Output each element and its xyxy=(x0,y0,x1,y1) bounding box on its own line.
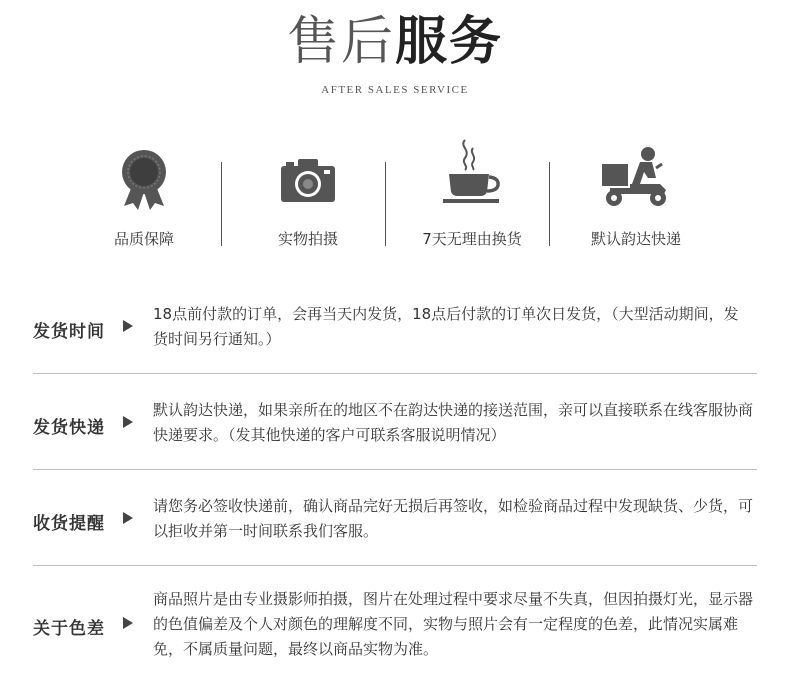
info-section-shipping-time xyxy=(33,298,757,368)
feature-quality xyxy=(64,148,224,258)
info-section-color xyxy=(33,585,757,670)
divider xyxy=(33,469,757,470)
arrow-right-icon xyxy=(123,512,133,524)
coffee-cup-icon xyxy=(437,136,507,206)
section-label: 发货时间 xyxy=(33,322,105,342)
divider xyxy=(33,565,757,566)
feature-label: 实物拍摄 xyxy=(277,230,338,248)
delivery-scooter-icon xyxy=(600,144,672,210)
title-light: 售后 xyxy=(286,12,395,72)
feature-label: 7天无理由换货 xyxy=(422,230,522,248)
camera-icon xyxy=(277,148,339,210)
arrow-right-icon xyxy=(123,320,133,332)
section-text: 默认韵达快递，如果亲所在的地区不在韵达快递的接送范围，亲可以直接联系在线客服协商快递要求。（发其他快递的客户可联系客服说明情况） xyxy=(153,401,754,444)
section-text: 商品照片是由专业摄影师拍摄，图片在处理过程中要求尽量不失真，但因拍摄灯光，显示器的色值偏差及个人对颜色的理解度不同，实物与照片会有一定程度的色差，此情况实属难免，不属质量问题，最终以商品实物为准。 xyxy=(153,590,754,658)
divider xyxy=(33,373,757,374)
divider xyxy=(221,162,222,246)
feature-delivery xyxy=(556,148,716,258)
section-text: 请您务必签收快递前，确认商品完好无损后再签收，如检验商品过程中发现缺货、少货，可以拒收并第一时间联系我们客服。 xyxy=(153,497,754,540)
arrow-right-icon xyxy=(123,617,133,629)
section-text: 18点前付款的订单，会再当天内发货，18点后付款的订单次日发货，（大型活动期间，发货时间另行通知。） xyxy=(153,305,739,348)
title-bold: 服务 xyxy=(395,12,504,72)
section-label: 关于色差 xyxy=(33,619,105,639)
medal-icon xyxy=(114,148,174,210)
feature-label: 默认韵达快递 xyxy=(590,230,681,248)
page-title xyxy=(0,10,790,74)
feature-label: 品质保障 xyxy=(113,230,174,248)
divider xyxy=(549,162,550,246)
divider xyxy=(385,162,386,246)
arrow-right-icon xyxy=(123,416,133,428)
feature-photo xyxy=(228,148,388,258)
section-label: 发货快递 xyxy=(33,418,105,438)
feature-row xyxy=(60,148,740,258)
section-label: 收货提醒 xyxy=(33,514,105,534)
info-section-courier xyxy=(33,394,757,464)
info-section-receipt xyxy=(33,490,757,560)
page-subtitle: AFTER SALES SERVICE xyxy=(321,84,469,96)
feature-return xyxy=(392,148,552,258)
